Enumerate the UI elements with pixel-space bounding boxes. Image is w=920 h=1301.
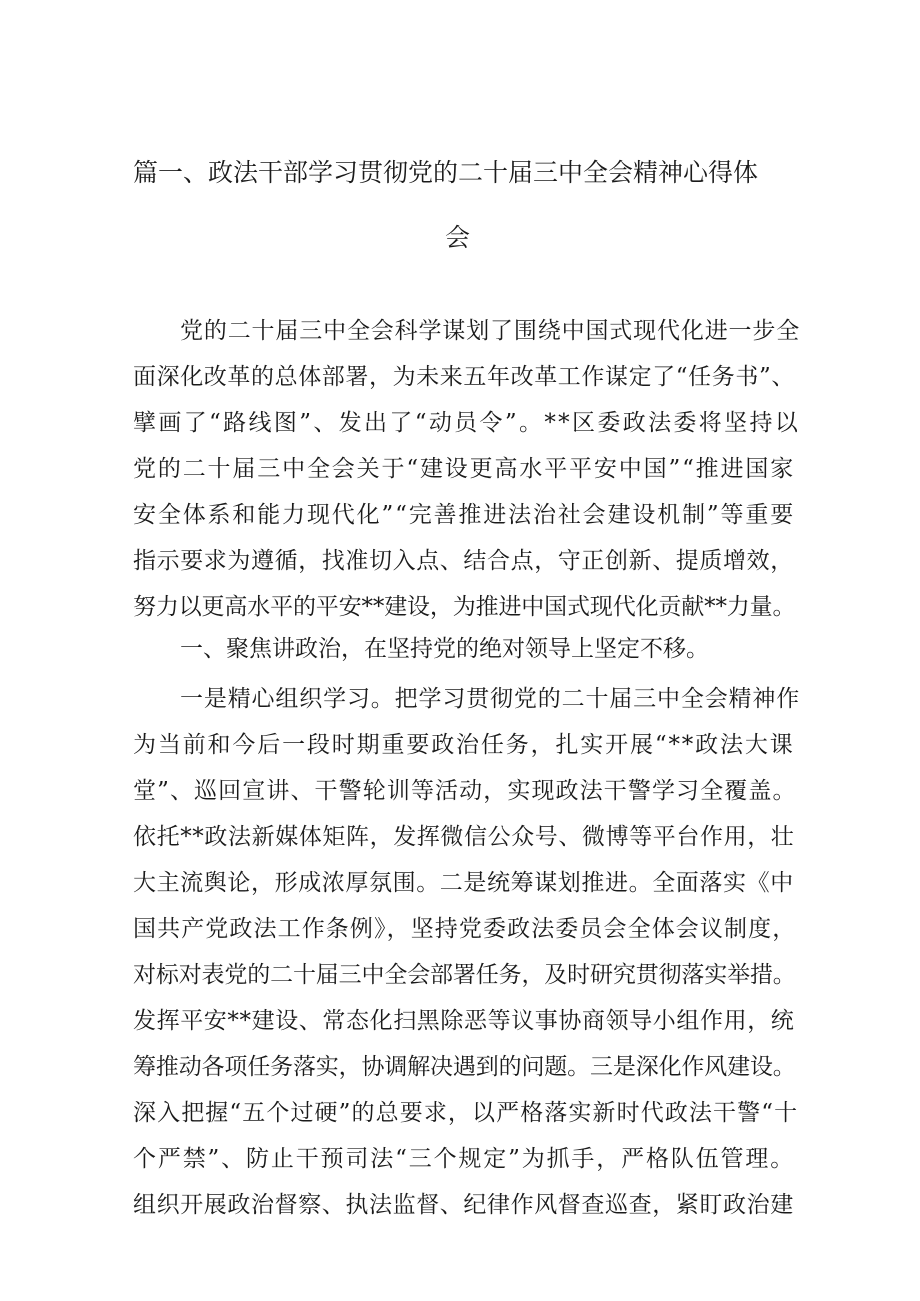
intro-paragraph-line: 擘画了“路线图”、发出了“动员令”。**区委政法委将坚持以 [133, 410, 801, 436]
section-paragraph-line: 为当前和今后一段时期重要政治任务，扎实开展“**政法大课 [133, 732, 795, 758]
intro-paragraph-line: 努力以更高水平的平安**建设，为推进中国式现代化贡献**力量。 [133, 594, 796, 620]
intro-paragraph-line: 党的二十届三中全会关于“建设更高水平平安中国”“推进国家 [133, 456, 796, 482]
section-paragraph-line: 深入把握“五个过硬”的总要求，以严格落实新时代政法干警“十 [133, 1100, 799, 1126]
section-paragraph-line: 个严禁”、防止干预司法“三个规定”为抓手，严格队伍管理。 [133, 1146, 796, 1172]
section-paragraph-line: 一是精心组织学习。把学习贯彻党的二十届三中全会精神作 [180, 686, 801, 712]
section-paragraph-line: 筹推动各项任务落实，协调解决遇到的问题。三是深化作风建设。 [133, 1054, 796, 1080]
section-paragraph-line: 依托**政法新媒体矩阵，发挥微信公众号、微博等平台作用，壮 [133, 824, 795, 850]
section-heading: 一、聚焦讲政治，在坚持党的绝对领导上坚定不移。 [180, 636, 709, 662]
intro-paragraph-line: 安全体系和能力现代化”“完善推进法治社会建设机制”等重要 [133, 502, 796, 528]
intro-paragraph-line: 面深化改革的总体部署，为未来五年改革工作谋定了“任务书”、 [133, 364, 795, 390]
intro-paragraph-line: 指示要求为遵循，找准切入点、结合点，守正创新、提质增效， [133, 548, 794, 574]
section-paragraph-line: 国共产党政法工作条例》，坚持党委政法委员会全体会议制度， [133, 916, 797, 942]
section-paragraph-line: 发挥平安**建设、常态化扫黑除恶等议事协商领导小组作用，统 [133, 1008, 795, 1034]
section-paragraph-line: 堂”、巡回宣讲、干警轮训等活动，实现政法干警学习全覆盖。 [133, 778, 797, 804]
document-title-line-2: 会 [445, 223, 471, 252]
document-title-line-1: 篇一、政法干部学习贯彻党的二十届三中全会精神心得体 [133, 158, 759, 187]
section-paragraph-line: 对标对表党的二十届三中全会部署任务，及时研究贯彻落实举措。 [133, 962, 796, 988]
section-paragraph-line: 组织开展政治督察、执法监督、纪律作风督查巡查，紧盯政治建 [133, 1192, 794, 1218]
section-paragraph-line: 大主流舆论，形成浓厚氛围。二是统筹谋划推进。全面落实《中 [133, 870, 794, 896]
intro-paragraph-line: 党的二十届三中全会科学谋划了围绕中国式现代化进一步全 [180, 318, 801, 344]
